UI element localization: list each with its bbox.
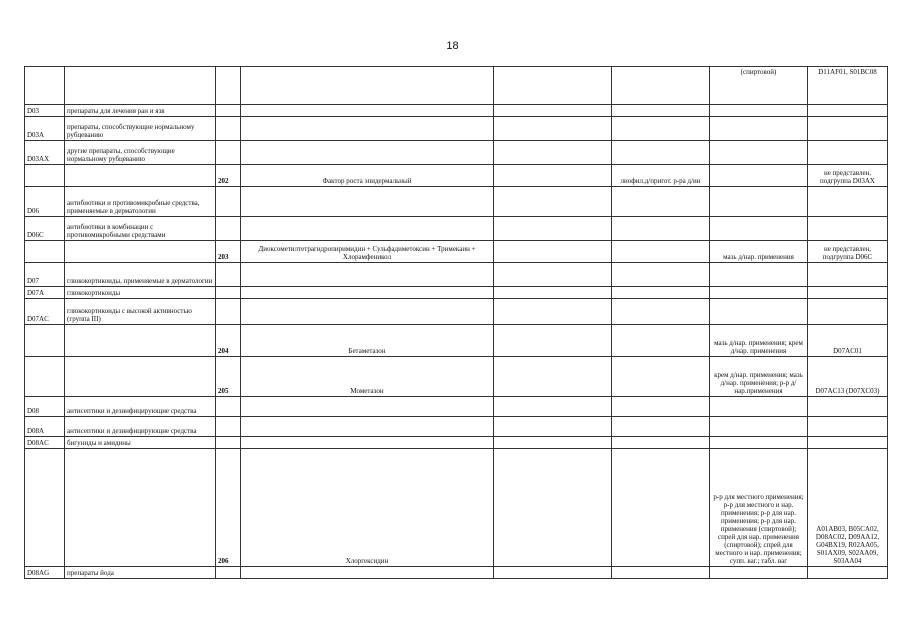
atc-code: A01AB03, B05CA02, D08AC02, D09AA12, G04BX19, R02AA05, S01AX09, S02AA09, S03AA04: [808, 449, 888, 567]
atc-group-code: [25, 325, 65, 357]
drug-name: [241, 397, 494, 417]
drug-name: [241, 299, 494, 325]
extra-cell: [494, 397, 612, 417]
dosage-form-alt: [612, 117, 710, 141]
table-row: [25, 287, 888, 299]
dosage-form-alt: [612, 141, 710, 165]
drug-name: [241, 287, 494, 299]
dosage-form-alt: [612, 241, 710, 263]
extra-cell: [494, 357, 612, 397]
atc-group-code: [25, 67, 65, 105]
dosage-form: [710, 165, 808, 187]
extra-cell: [494, 117, 612, 141]
extra-cell: [494, 187, 612, 217]
atc-group-code: D07AC: [25, 299, 65, 325]
dosage-form: [710, 567, 808, 579]
atc-group-code: D08A: [25, 417, 65, 437]
atc-code: [808, 417, 888, 437]
row-number: [216, 397, 241, 417]
dosage-form-alt: лиофил.д/пригот. р-ра д/ин: [612, 165, 710, 187]
drug-name: [241, 217, 494, 241]
row-number: [216, 117, 241, 141]
dosage-form-alt: [612, 187, 710, 217]
atc-code: [808, 141, 888, 165]
dosage-form: [710, 417, 808, 437]
group-description: антисептики и дезинфицирующие средства: [65, 417, 216, 437]
atc-code: [808, 217, 888, 241]
group-description: [65, 325, 216, 357]
drug-name: Бетаметазон: [241, 325, 494, 357]
group-description: другие препараты, способствующие нормальному рубцеванию: [65, 141, 216, 165]
extra-cell: [494, 325, 612, 357]
row-number: [216, 287, 241, 299]
drug-name: [241, 141, 494, 165]
row-number: [216, 217, 241, 241]
row-number: [216, 437, 241, 449]
row-number: 202: [216, 165, 241, 187]
dosage-form-alt: [612, 397, 710, 417]
dosage-form: [710, 105, 808, 117]
drug-name: [241, 263, 494, 287]
atc-group-code: D06: [25, 187, 65, 217]
atc-code: [808, 287, 888, 299]
page-number: 18: [446, 40, 459, 52]
atc-code: D07AC13 (D07XC03): [808, 357, 888, 397]
atc-code: [808, 263, 888, 287]
extra-cell: [494, 241, 612, 263]
group-description: глюкокортикоиды с высокой активностью (группа III): [65, 299, 216, 325]
atc-group-code: D07: [25, 263, 65, 287]
extra-cell: [494, 141, 612, 165]
dosage-form-alt: [612, 325, 710, 357]
drug-name: [241, 417, 494, 437]
group-description: [65, 449, 216, 567]
dosage-form: мазь д/нар. применения: [710, 241, 808, 263]
dosage-form-alt: [612, 417, 710, 437]
atc-code: [808, 117, 888, 141]
atc-code: [808, 397, 888, 417]
table-row: [25, 567, 888, 579]
dosage-form-alt: [612, 287, 710, 299]
atc-group-code: D03AX: [25, 141, 65, 165]
atc-code: D07AC01: [808, 325, 888, 357]
extra-cell: [494, 263, 612, 287]
group-description: антибиотики и противомикробные средства, применяемые в дерматологии: [65, 187, 216, 217]
row-number: [216, 67, 241, 105]
extra-cell: [494, 165, 612, 187]
drug-register-table: [24, 66, 888, 579]
dosage-form: крем д/нар. применения; мазь д/нар. применения; р-р д/нар.применения: [710, 357, 808, 397]
dosage-form: [710, 263, 808, 287]
table-row: [25, 117, 888, 141]
group-description: антисептики и дезинфицирующие средства: [65, 397, 216, 417]
extra-cell: [494, 287, 612, 299]
row-number: 203: [216, 241, 241, 263]
atc-group-code: [25, 357, 65, 397]
group-description: препараты для лечения ран и язв: [65, 105, 216, 117]
drug-name: [241, 437, 494, 449]
extra-cell: [494, 437, 612, 449]
dosage-form: [710, 117, 808, 141]
dosage-form: мазь д/нар. применения; крем д/нар. применения: [710, 325, 808, 357]
dosage-form: [710, 187, 808, 217]
table-body: [25, 67, 888, 579]
row-number: [216, 567, 241, 579]
row-number: [216, 187, 241, 217]
row-number: 206: [216, 449, 241, 567]
dosage-form: [710, 217, 808, 241]
table-row: [25, 263, 888, 287]
extra-cell: [494, 217, 612, 241]
dosage-form: (спиртовой): [710, 67, 808, 105]
group-description: препараты йода: [65, 567, 216, 579]
row-number: [216, 105, 241, 117]
dosage-form: [710, 397, 808, 417]
dosage-form: [710, 287, 808, 299]
atc-code: не представлен, подгруппа D06C: [808, 241, 888, 263]
atc-group-code: D08: [25, 397, 65, 417]
atc-group-code: D08AC: [25, 437, 65, 449]
group-description: [65, 165, 216, 187]
drug-name: [241, 67, 494, 105]
drug-name: Фактор роста эпидермальный: [241, 165, 494, 187]
dosage-form-alt: [612, 299, 710, 325]
dosage-form-alt: [612, 357, 710, 397]
row-number: [216, 299, 241, 325]
table-row: [25, 141, 888, 165]
atc-group-code: [25, 165, 65, 187]
drug-name: [241, 187, 494, 217]
dosage-form-alt: [612, 449, 710, 567]
group-description: антибиотики в комбинации с противомикробными средствами: [65, 217, 216, 241]
drug-name: Хлоргексидин: [241, 449, 494, 567]
dosage-form: [710, 141, 808, 165]
atc-group-code: [25, 241, 65, 263]
atc-group-code: D08AG: [25, 567, 65, 579]
atc-code: [808, 567, 888, 579]
row-number: [216, 263, 241, 287]
group-description: препараты, способствующие нормальному рубцеванию: [65, 117, 216, 141]
drug-name: Мометазон: [241, 357, 494, 397]
group-description: глюкокортикоиды: [65, 287, 216, 299]
atc-group-code: [25, 449, 65, 567]
group-description: [65, 241, 216, 263]
dosage-form-alt: [612, 217, 710, 241]
row-number: [216, 141, 241, 165]
table-row: [25, 165, 888, 187]
group-description: [65, 67, 216, 105]
table-row: [25, 67, 888, 105]
table-row: [25, 437, 888, 449]
dosage-form: [710, 299, 808, 325]
row-number: 204: [216, 325, 241, 357]
table-row: [25, 449, 888, 567]
dosage-form: [710, 437, 808, 449]
table-row: [25, 417, 888, 437]
group-description: бигуниды и амидины: [65, 437, 216, 449]
row-number: 205: [216, 357, 241, 397]
drug-name: [241, 567, 494, 579]
group-description: глюкокортикоиды, применяемые в дерматологии: [65, 263, 216, 287]
table-row: [25, 217, 888, 241]
atc-group-code: D06C: [25, 217, 65, 241]
table-row: [25, 325, 888, 357]
atc-code: D11AF01, S01BC08: [808, 67, 888, 105]
extra-cell: [494, 567, 612, 579]
dosage-form-alt: [612, 567, 710, 579]
dosage-form-alt: [612, 437, 710, 449]
table-row: [25, 357, 888, 397]
group-description: [65, 357, 216, 397]
extra-cell: [494, 299, 612, 325]
atc-code: [808, 105, 888, 117]
dosage-form: р-р для местного применения; р-р для местного и нар. применения; р-р для нар. применения; р-р для нар. применения (спиртовой); спрей для нар. применения (спиртовой); спрей для местного и нар. применения; супп. ваг.; табл. ваг: [710, 449, 808, 567]
atc-group-code: D03: [25, 105, 65, 117]
atc-code: не представлен, подгруппа D03AX: [808, 165, 888, 187]
dosage-form-alt: [612, 105, 710, 117]
row-number: [216, 417, 241, 437]
atc-group-code: D07A: [25, 287, 65, 299]
dosage-form-alt: [612, 67, 710, 105]
drug-name: [241, 117, 494, 141]
extra-cell: [494, 105, 612, 117]
extra-cell: [494, 67, 612, 105]
extra-cell: [494, 449, 612, 567]
atc-code: [808, 187, 888, 217]
atc-code: [808, 299, 888, 325]
drug-name: Диоксометилтетрагидропиримидин + Сульфадиметоксин + Тримекаин + Хлорамфеникол: [241, 241, 494, 263]
table-row: [25, 187, 888, 217]
atc-code: [808, 437, 888, 449]
table-row: [25, 241, 888, 263]
table-row: [25, 105, 888, 117]
table-row: [25, 397, 888, 417]
extra-cell: [494, 417, 612, 437]
atc-group-code: D03A: [25, 117, 65, 141]
dosage-form-alt: [612, 263, 710, 287]
table-row: [25, 299, 888, 325]
drug-name: [241, 105, 494, 117]
